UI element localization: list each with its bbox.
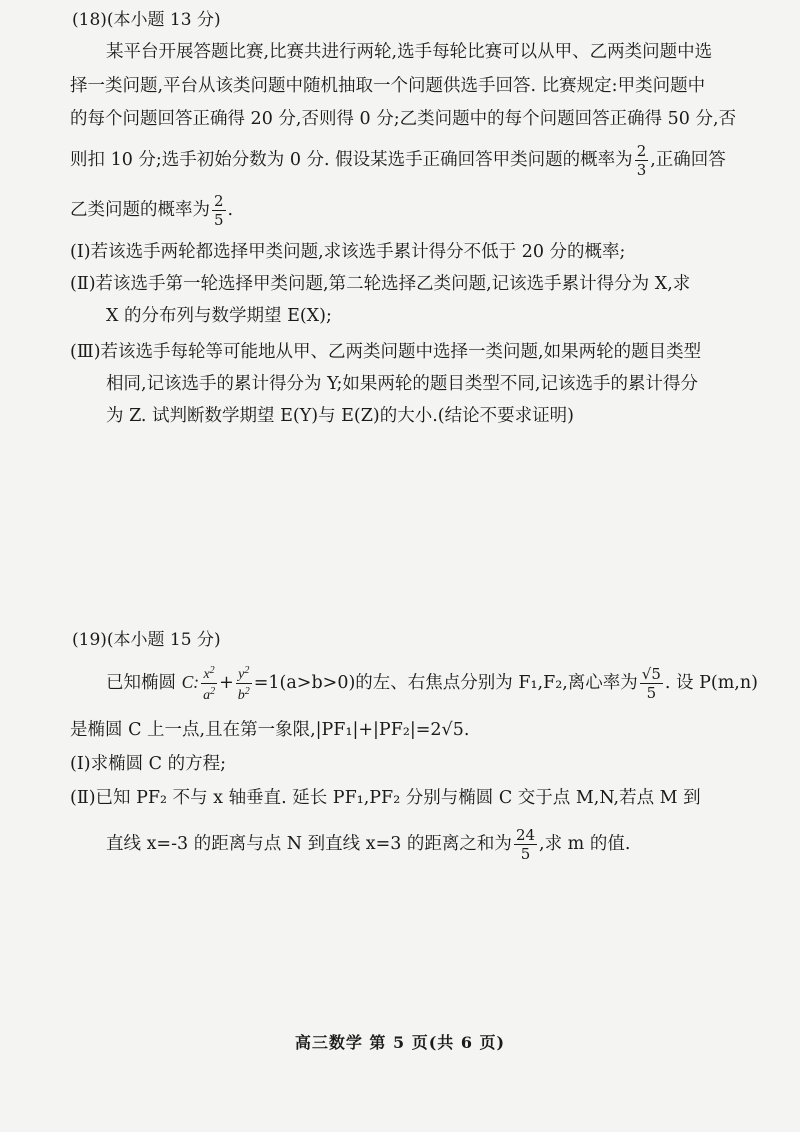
- q19-line1-text-d: . 设 P(m,n): [664, 673, 758, 693]
- q19-header: (19)(本小题 15 分): [72, 630, 221, 650]
- eccentricity-fraction: [640, 666, 663, 701]
- fraction-denominator: 5: [646, 684, 657, 702]
- fraction-numerator: 2: [636, 142, 647, 160]
- q18-part-3-line-3: 为 Z. 试判断数学期望 E(Y)与 E(Z)的大小.(结论不要求证明): [106, 406, 574, 426]
- q19-part-1: (Ⅰ)求椭圆 C 的方程;: [70, 754, 226, 774]
- q18-stem-line-4: [70, 140, 726, 180]
- q19-part2-text-c: ,求 m 的值.: [539, 834, 631, 854]
- ellipse-y-term: [236, 664, 252, 703]
- distance-sum-fraction: [514, 827, 537, 862]
- fraction-numerator: 2: [214, 192, 224, 210]
- q18-header: (18)(本小题 13 分): [72, 10, 221, 30]
- q18-line5-text-a: 乙类问题的概率为: [70, 200, 210, 220]
- q18-stem-line-3: 的每个问题回答正确得 20 分,否则得 0 分;乙类问题中的每个问题回答正确得 50 分,否: [70, 109, 737, 129]
- q18-line4-text-b: ,正确回答: [650, 150, 726, 170]
- fraction-denominator: 5: [214, 211, 224, 229]
- page-footer: 高三数学 第 5 页(共 6 页): [294, 1033, 506, 1052]
- b-squared: $b^2$: [237, 686, 250, 703]
- q18-part-3-line-2: 相同,记该选手的累计得分为 Y;如果两轮的题目类型不同,记该选手的累计得分: [106, 374, 698, 394]
- fraction-numerator: 24: [515, 826, 536, 844]
- q19-line-2: 是椭圆 C 上一点,且在第一象限,|PF₁|+|PF₂|=2√5.: [70, 720, 470, 740]
- fraction-denominator: 3: [636, 161, 647, 179]
- q18-part-2-line-2: X 的分布列与数学期望 E(X);: [106, 306, 332, 326]
- q19-line-1: 已知椭圆 C: $\frac{x^2}{a^2}$ + $\frac{y^2}{b^2}$ =1(a>b>0)的左、右焦点分别为 F₁,F₂,离心率为 $\frac{√5}{5}$ . 设 P(m,n): [106, 665, 758, 703]
- ellipse-x-term: [201, 664, 217, 703]
- fraction-numerator: √5: [641, 665, 661, 683]
- q18-line5-text-b: .: [227, 200, 234, 220]
- q18-prob-jia-fraction: [635, 143, 649, 178]
- q19-part-2-line-2: [106, 822, 630, 866]
- q18-stem-line-2: 择一类问题,平台从该类问题中随机抽取一个问题供选手回答. 比赛规定:甲类问题中: [70, 76, 706, 96]
- q18-prob-yi-fraction: [212, 193, 226, 228]
- q18-stem-line-1: 某平台开展答题比赛,比赛共进行两轮,选手每轮比赛可以从甲、乙两类问题中选: [106, 42, 713, 62]
- a-squared: $a^2$: [203, 686, 216, 703]
- q18-part-1: (Ⅰ)若该选手两轮都选择甲类问题,求该选手累计得分不低于 20 分的概率;: [70, 242, 626, 262]
- q18-part-3-line-1: (Ⅲ)若该选手每轮等可能地从甲、乙两类问题中选择一类问题,如果两轮的题目类型: [70, 342, 702, 362]
- ellipse-name-c: C:: [181, 672, 200, 692]
- fraction-denominator: 5: [520, 845, 531, 863]
- q18-part-2-line-1: (Ⅱ)若该选手第一轮选择甲类问题,第二轮选择乙类问题,记该选手累计得分为 X,求: [70, 274, 691, 294]
- y-squared: $y^2$: [236, 664, 252, 684]
- q18-stem-line-5: [70, 190, 233, 230]
- q19-part-2-line-1: (Ⅱ)已知 PF₂ 不与 x 轴垂直. 延长 PF₁,PF₂ 分别与椭圆 C 交于点 M,N,若点 M 到: [70, 788, 701, 808]
- q19-part2-text-b: 直线 x=-3 的距离与点 N 到直线 x=3 的距离之和为: [106, 834, 512, 854]
- q19-line1-text-b: =1(a>b>0)的左、右焦点分别为 F₁,F₂,离心率为: [253, 673, 638, 693]
- q18-line4-text-a: 则扣 10 分;选手初始分数为 0 分. 假设某选手正确回答甲类问题的概率为: [70, 150, 633, 170]
- q19-line1-text-a: 已知椭圆: [106, 673, 182, 693]
- x-squared: $x^2$: [201, 664, 217, 684]
